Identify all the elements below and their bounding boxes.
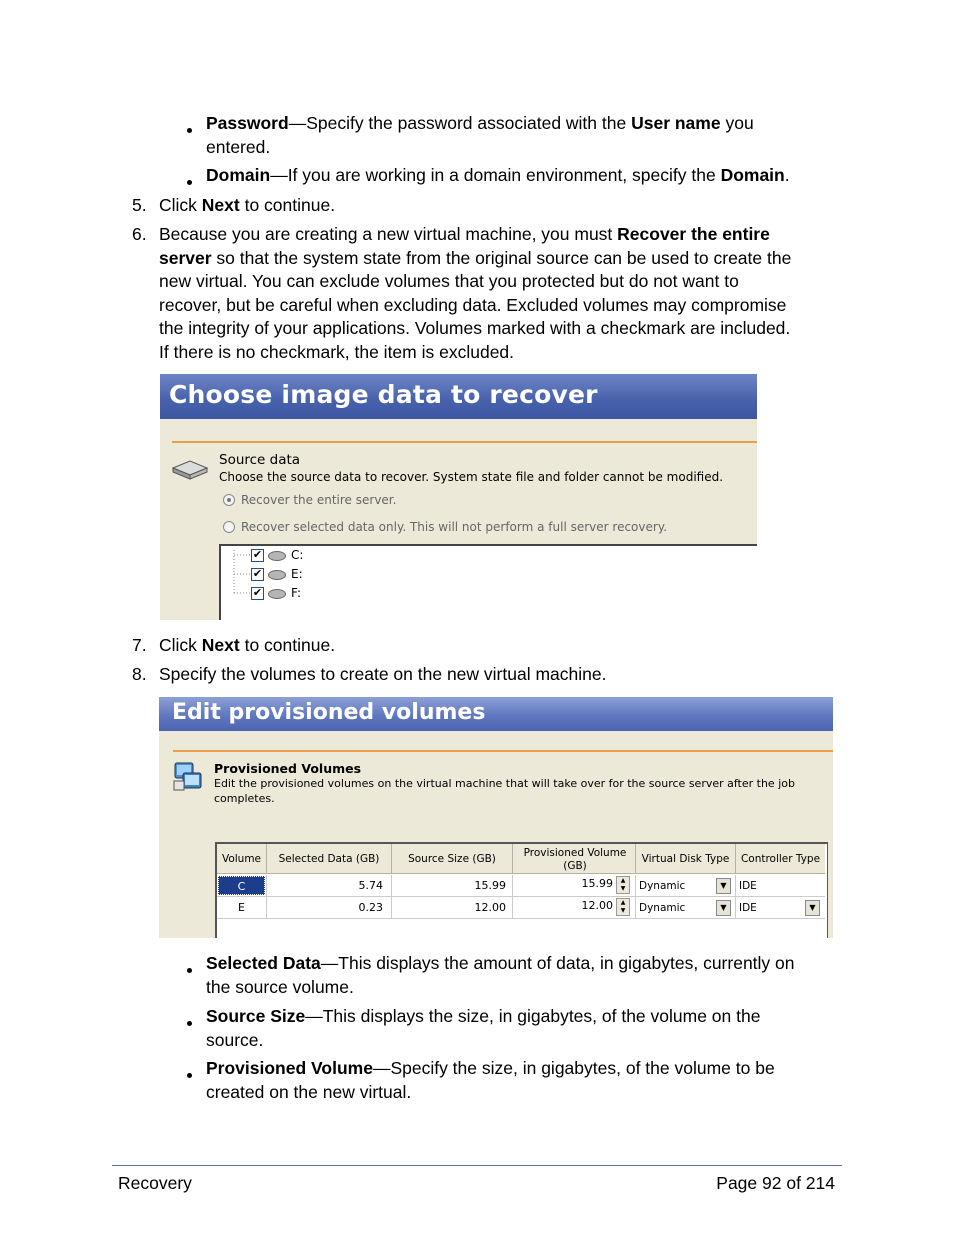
header-label: Volume [221,853,262,865]
section-title: Source data [219,452,301,468]
disk-type-select[interactable]: Dynamic [639,880,686,892]
provisioned-input[interactable]: 15.99 [581,877,613,890]
table-row-c-provisioned[interactable] [513,875,636,897]
bold-term: server [159,247,212,268]
footer-page-number: Page 92 of 214 [716,1173,835,1193]
selected-cell [218,876,265,895]
disk-type-select[interactable]: Dynamic [639,902,686,914]
step-text: recover, but be careful when excluding data. Excluded volumes may compromise [159,294,787,315]
bold-term: User name [631,113,721,133]
cell-value: C [237,880,246,893]
step-text: to continue. [239,635,336,655]
header-label: Virtual Disk Type [641,853,730,865]
bold-term: Domain [720,165,785,185]
table-row-c-volume[interactable] [217,875,267,897]
bullet-text: you [720,113,754,133]
table-row-c-selected: 5.74 [267,875,392,897]
table-row-e-provisioned[interactable] [513,897,636,919]
bullet-dot [187,180,192,185]
wizard-banner [160,374,757,419]
bullet-text: —Specify the size, in gigabytes, of the volume to be [372,1058,775,1078]
footer-rule [112,1165,842,1166]
radio-recover-entire-server[interactable] [223,494,235,506]
bullet-dot [187,128,192,133]
bullet-text: the source volume. [206,976,354,997]
table-row-e-controller[interactable] [736,897,825,919]
header-label: Controller Type [740,853,821,865]
table-row-c-source: 15.99 [392,875,513,897]
hard-drive-icon [170,458,210,480]
spinner[interactable] [616,876,630,894]
checkbox-volume-e[interactable]: ✔ [252,568,263,580]
step-text: Because you are creating a new virtual machine, you must [159,224,618,244]
footer-section: Recovery [118,1173,192,1193]
bullet-provisioned-volume [206,1057,846,1104]
bold-term: Next [201,635,240,655]
column-header-selected-data[interactable] [267,844,392,874]
provisioned-input[interactable]: 12.00 [581,899,613,912]
column-header-provisioned-volume[interactable] [513,844,636,874]
header-label: Source Size (GB) [408,853,496,865]
column-header-virtual-disk-type[interactable] [636,844,736,874]
controller-select[interactable]: IDE [739,902,757,914]
bullet-selected-data [206,952,846,999]
step-text: so that the system state from the original source can be used to create the [211,247,792,268]
step-text: to continue. [239,195,336,215]
step-text: If there is no checkmark, the item is excluded. [159,341,515,362]
bullet-text: entered. [206,136,271,157]
bullet-password [206,112,846,159]
screenshot-edit-provisioned-volumes [159,697,833,938]
column-header-source-size[interactable] [392,844,513,874]
step-5-text [159,194,849,218]
bold-term: Selected Data [206,953,321,973]
checkbox-volume-f[interactable]: ✔ [252,587,263,599]
spin-down-icon[interactable]: ▼ [620,885,626,892]
spinner[interactable] [616,898,630,916]
step-number: 6. [132,224,147,244]
drive-icon [268,570,286,580]
step-6-text [159,223,849,364]
bullet-text: —If you are working in a domain environment, specify the [270,165,721,185]
provisioned-volumes-table [215,842,828,938]
column-header-controller-type[interactable] [736,844,825,874]
bullet-text: created on the new virtual. [206,1081,412,1102]
divider [173,750,833,752]
bold-term: Next [201,195,240,215]
bold-term: Recover the entire [617,224,770,244]
section-description: Choose the source data to recover. System state file and folder cannot be modified. [219,470,724,484]
bullet-text: source. [206,1029,264,1050]
step-number: 7. [132,635,147,655]
step-text: the integrity of your applications. Volumes marked with a checkmark are included. [159,318,791,338]
header-label: Selected Data (GB) [278,853,380,865]
banner-title: Edit provisioned volumes [172,700,486,725]
bullet-text: —This displays the amount of data, in gigabytes, currently on [320,953,795,973]
spin-down-icon[interactable]: ▼ [620,907,626,914]
provisioned-volumes-icon [172,759,206,793]
volume-label: E: [291,567,303,581]
screenshot-choose-image-data [160,374,757,620]
bullet-domain [206,164,846,188]
step-8-text: Specify the volumes to create on the new virtual machine. [159,664,607,684]
volume-tree [219,544,757,620]
bold-term: Source Size [206,1006,306,1026]
step-number: 8. [132,664,147,684]
volume-label: C: [291,548,304,562]
banner-title: Choose image data to recover [169,380,598,409]
divider [172,441,757,443]
bullet-dot [187,1021,192,1026]
spin-up-icon[interactable]: ▲ [620,877,626,884]
dropdown-arrow-icon[interactable]: ▼ [805,900,820,916]
table-row-e-selected: 0.23 [267,897,392,919]
spin-up-icon[interactable]: ▲ [620,899,626,906]
bold-term: Provisioned Volume [206,1058,373,1078]
table-row-e-volume[interactable]: E [217,897,267,919]
step-text: new virtual. You can exclude volumes that you protected but do not want to [159,271,739,291]
step-number: 5. [132,195,147,215]
bold-term: Password [206,113,289,133]
drive-icon [268,551,286,561]
volume-label: F: [291,586,302,600]
dropdown-arrow-icon[interactable]: ▼ [716,878,731,894]
wizard-banner [159,697,833,731]
step-text: Click [159,195,202,215]
bullet-dot [187,968,192,973]
checkbox-volume-c[interactable]: ✔ [252,549,263,561]
step-7-text [159,634,849,658]
table-row-c-controller[interactable] [736,875,825,897]
section-title: Provisioned Volumes [214,761,362,776]
bullet-text: —This displays the size, in gigabytes, of the volume on the [305,1006,761,1026]
dropdown-arrow-icon[interactable]: ▼ [716,900,731,916]
section-description: Edit the provisioned volumes on the virtual machine that will take over for the source server after the job completes. [214,777,795,805]
header-label: Provisioned Volume (GB) [523,847,627,872]
bullet-source-size [206,1005,846,1052]
radio-label: Recover the entire server. [241,493,397,507]
controller-select[interactable]: IDE [739,880,757,892]
drive-icon [268,589,286,599]
bullet-text: —Specify the password associated with the [288,113,632,133]
bold-term: Domain [206,165,271,185]
table-row-e-disk-type[interactable] [636,897,736,919]
radio-recover-selected-data[interactable] [223,521,235,533]
bullet-dot [187,1073,192,1078]
radio-label: Recover selected data only. This will not perform a full server recovery. [241,520,668,534]
table-row-e-source: 12.00 [392,897,513,919]
step-text: Click [159,635,202,655]
table-row-c-disk-type[interactable] [636,875,736,897]
bullet-text: . [784,165,790,185]
column-header-volume[interactable] [217,844,267,874]
